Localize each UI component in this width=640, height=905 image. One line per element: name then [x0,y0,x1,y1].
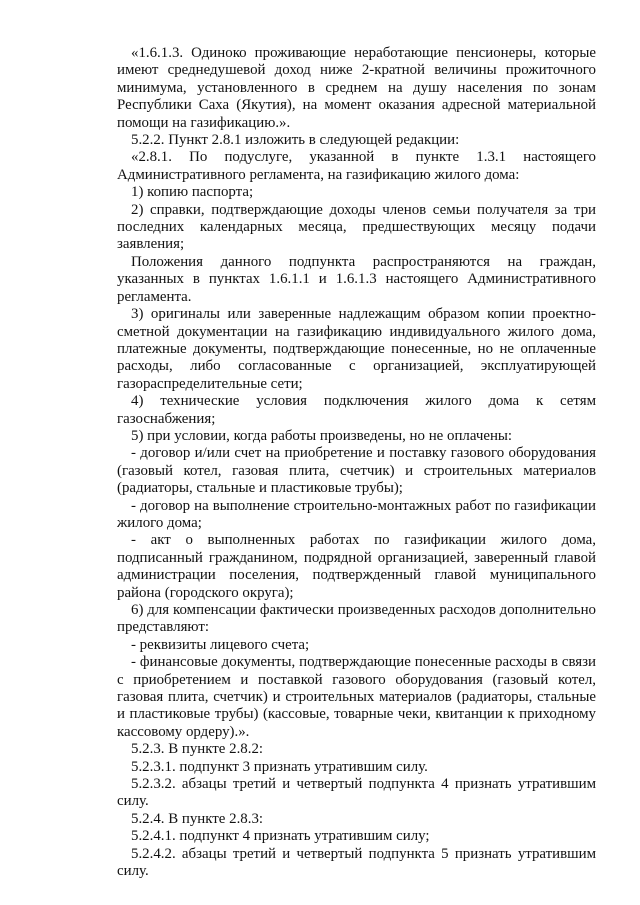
paragraph-5-2-2: 5.2.2. Пункт 2.8.1 изложить в следующей редакции: [131,132,460,149]
document-page [117,45,596,881]
paragraph-item-5: 5) при условии, когда работы произведены, но не оплачены: [131,427,513,444]
paragraph-5-2-4-2: 5.2.4.2. абзацы третий и четвертый подпункта 5 признать утратившим силу. [117,845,596,880]
paragraph-item-5-act: - акт о выполненных работах по газификации жилого дома, подписанный гражданином, подрядной организацией, заверенный главой администрации поселения, подтвержденный главой муниципального района (городского округа); [117,532,596,601]
paragraph-item-6: 6) для компенсации фактически произведенных расходов дополнительно представляют: [117,602,596,636]
paragraph-5-2-3-1: 5.2.3.1. подпункт 3 признать утратившим силу. [131,758,428,775]
paragraph-item-3: 3) оригиналы или заверенные надлежащим образом копии проектно-сметной документации на газификацию индивидуального жилого дома, платежные документы, подтверждающие понесенные, но не оплаченные расходы, либо согласованные с организацией, эксплуатирующей газораспределительные сети; [117,306,596,392]
paragraph-1-6-1-3: «1.6.1.3. Одиноко проживающие неработающие пенсионеры, которые имеют среднедушевой доход ниже 2-кратной величины прожиточного минимума, установленного в среднем на душу населения по зонам Республики Саха (Якутия), на момент оказания адресной материальной помощи на газификацию.». [117,45,596,131]
paragraph-5-2-3-2: 5.2.3.2. абзацы третий и четвертый подпункта 4 признать утратившим силу. [117,776,596,810]
paragraph-2-8-1: «2.8.1. По подуслуге, указанной в пункте 1.3.1 настоящего Административного регламента, на газификацию жилого дома: [117,149,596,183]
paragraph-item-6-account: - реквизиты лицевого счета; [131,636,310,653]
paragraph-item-4: 4) технические условия подключения жилого дома к сетям газоснабжения; [117,393,596,427]
paragraph-item-2-note: Положения данного подпункта распространяются на граждан, указанных в пунктах 1.6.1.1 и 1.6.1.3 настоящего Административного регламента. [117,253,596,305]
paragraph-item-1: 1) копию паспорта; [131,184,254,201]
paragraph-item-2: 2) справки, подтверждающие доходы членов семьи получателя за три последних календарных месяца, предшествующих месяцу подачи заявления; [117,201,596,253]
paragraph-item-5-contract: - договор и/или счет на приобретение и поставку газового оборудования (газовый котел, газовая плита, счетчик) и строительных материалов (радиаторы, стальные и пластиковые трубы); [117,445,596,497]
paragraph-5-2-3: 5.2.3. В пункте 2.8.2: [131,741,264,758]
paragraph-item-6-financial-docs: - финансовые документы, подтверждающие понесенные расходы в связи с приобретением и поставкой газового оборудования (газовый котел, газовая плита, счетчик) и строительных материалов (радиаторы, стальные и пластиковые трубы) (кассовые, товарные чеки, квитанции к приходному кассовому ордеру).». [117,654,596,740]
paragraph-5-2-4: 5.2.4. В пункте 2.8.3: [131,810,264,827]
paragraph-5-2-4-1: 5.2.4.1. подпункт 4 признать утратившим силу; [131,828,430,845]
paragraph-item-5-works-contract: - договор на выполнение строительно-монтажных работ по газификации жилого дома; [117,497,596,531]
